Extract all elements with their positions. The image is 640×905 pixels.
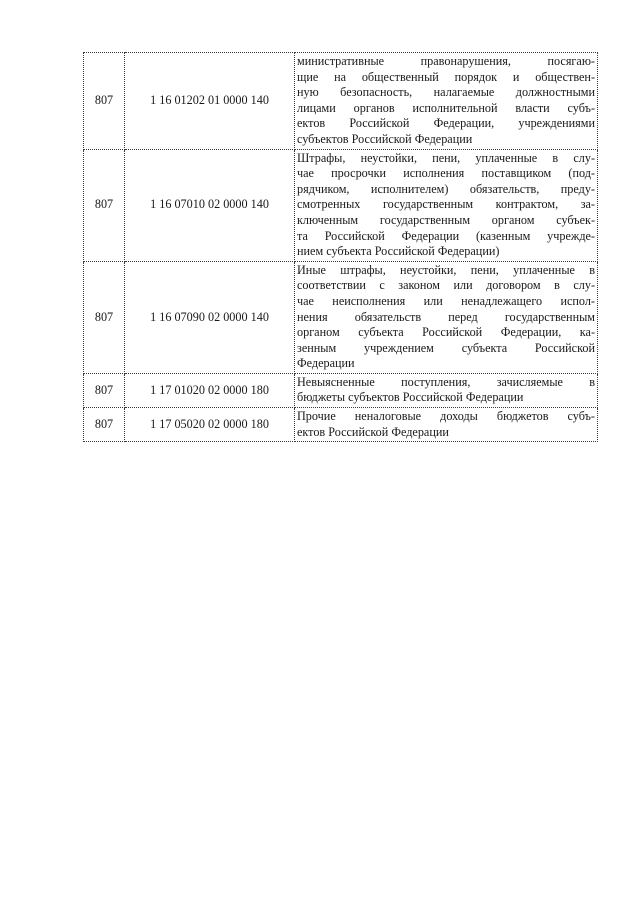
description-line: зенным учреждением субъекта Российской bbox=[297, 340, 595, 355]
description-line: смотренных государственным контрактом, за- bbox=[297, 197, 595, 212]
description-line: Прочие неналоговые доходы бюджетов субъ- bbox=[297, 409, 595, 424]
budget-code-cell: 1 16 01202 01 0000 140 bbox=[125, 53, 295, 150]
description-line: министративные правонарушения, посягаю- bbox=[297, 54, 595, 68]
admin-code-cell: 807 bbox=[84, 53, 125, 150]
table-row bbox=[84, 408, 598, 442]
description-line: ектов Российской Федерации, учреждениями bbox=[297, 116, 595, 131]
description-line: ектов Российской Федерации bbox=[297, 424, 449, 439]
description-line: лицами органов исполнительной власти субъ- bbox=[297, 100, 595, 115]
table-row bbox=[84, 53, 598, 150]
table-row bbox=[84, 373, 598, 407]
description-line: ную безопасность, налагаемые должностными bbox=[297, 85, 595, 100]
description-line: чае просрочки исполнения поставщиком (под- bbox=[297, 166, 595, 181]
description-line: ключенным государственным органом субъек- bbox=[297, 212, 595, 227]
table-body bbox=[84, 53, 598, 442]
description-cell bbox=[295, 373, 598, 407]
description-line: рядчиком, исполнителем) обязательств, преду- bbox=[297, 181, 595, 196]
description-line: Штрафы, неустойки, пени, уплаченные в слу- bbox=[297, 150, 595, 165]
description-line: Федерации bbox=[297, 356, 355, 371]
admin-code-cell: 807 bbox=[84, 373, 125, 407]
budget-classification-table bbox=[83, 52, 598, 442]
description-cell bbox=[295, 53, 598, 150]
description-line: чае неисполнения или ненадлежащего испол- bbox=[297, 293, 595, 308]
admin-code-cell: 807 bbox=[84, 149, 125, 261]
budget-code-cell: 1 17 05020 02 0000 180 bbox=[125, 408, 295, 442]
description-line: нием субъекта Российской Федерации) bbox=[297, 244, 500, 259]
description-line: Иные штрафы, неустойки, пени, уплаченные в bbox=[297, 262, 595, 277]
budget-code-cell: 1 17 01020 02 0000 180 bbox=[125, 373, 295, 407]
description-line: нения обязательств перед государственным bbox=[297, 309, 595, 324]
description-line: та Российской Федерации (казенным учрежде- bbox=[297, 228, 595, 243]
description-cell bbox=[295, 408, 598, 442]
admin-code-cell: 807 bbox=[84, 261, 125, 373]
budget-code-cell: 1 16 07010 02 0000 140 bbox=[125, 149, 295, 261]
description-line: щие на общественный порядок и обществен- bbox=[297, 69, 595, 84]
description-cell bbox=[295, 149, 598, 261]
table-row bbox=[84, 261, 598, 373]
description-line: соответствии с законом или договором в слу- bbox=[297, 278, 595, 293]
description-line: бюджеты субъектов Российской Федерации bbox=[297, 390, 524, 405]
description-line: органом субъекта Российской Федерации, ка- bbox=[297, 325, 595, 340]
description-line: Невыясненные поступления, зачисляемые в bbox=[297, 374, 595, 389]
admin-code-cell: 807 bbox=[84, 408, 125, 442]
budget-code-cell: 1 16 07090 02 0000 140 bbox=[125, 261, 295, 373]
table-row bbox=[84, 149, 598, 261]
description-line: субъектов Российской Федерации bbox=[297, 131, 473, 146]
description-cell bbox=[295, 261, 598, 373]
